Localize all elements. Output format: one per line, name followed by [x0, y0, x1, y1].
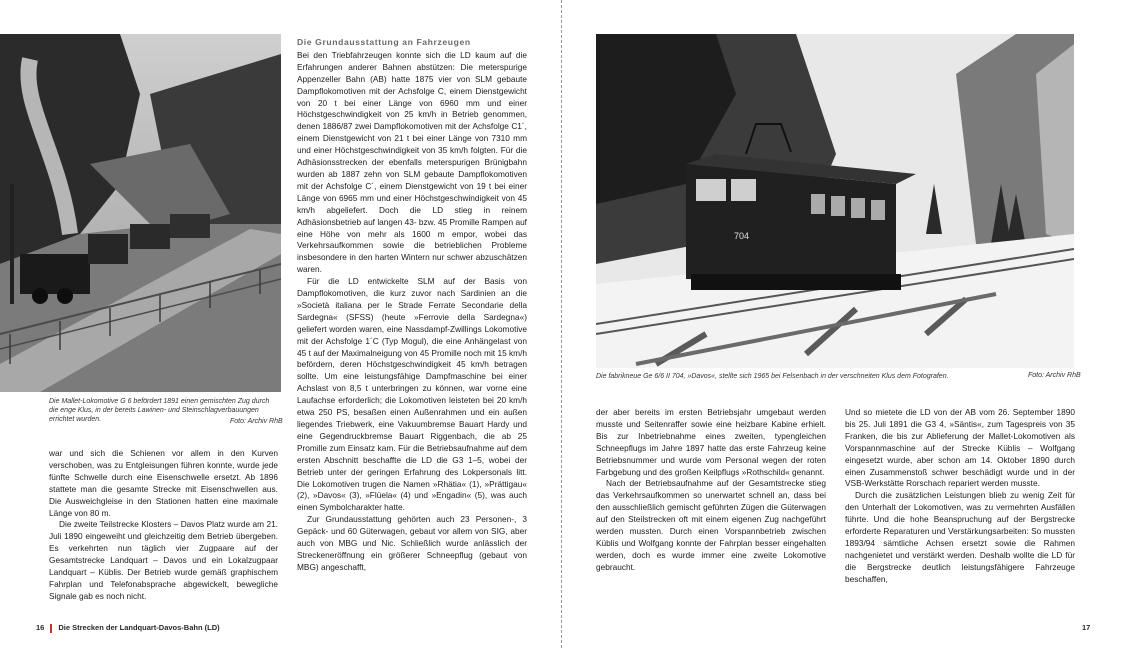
- running-title: Die Strecken der Landquart-Davos-Bahn (LD): [58, 623, 220, 632]
- accent-bar: [50, 624, 52, 633]
- paragraph: Nach der Betriebsaufnahme auf der Gesamtstrecke stieg das Verkehrsaufkommen so unerwartet schnell an, dass bei den ausschließlich gemischt geführten Zügen die Güterwagen auf den Steilstrecken oft mit einem eigenen Zug nachgeführt werden mussten. Durch einen Vorspannbetrieb zwischen Küblis und Wolfgang konnte der Fahrplan besser eingehalten werden, doch es wurde immer eine zweite Lokomotive gebraucht.: [596, 478, 826, 572]
- right-footer: [1082, 623, 1090, 632]
- left-column-1: [49, 448, 278, 603]
- right-photo-caption: [596, 372, 976, 381]
- left-footer: [36, 623, 220, 633]
- section-heading: Die Grundausstattung an Fahrzeugen: [297, 37, 471, 47]
- page-number: 16: [36, 623, 45, 632]
- paragraph: Durch die zusätzlichen Leistungen blieb zu wenig Zeit für den Unterhalt der Lokomotiven, was zu vermehrten Ausfällen führte. Und die hohe Beanspruchung auf der Bergstrecke erforderte Reparaturen und Verstärkungsarbeiten: So mussten 1893/94 sämtliche Achsen ersetzt sowie die Rahmen nachgenietet und verstärkt werden. Deshalb wollte die LD für die Bergstrecke deutlich leistungsfähigere Fahrzeuge beschaffen,: [845, 490, 1075, 584]
- right-column-1: [596, 407, 826, 574]
- loco-number-text: 704: [734, 231, 750, 241]
- right-page: [563, 0, 1124, 648]
- right-column-2: [845, 407, 1075, 586]
- paragraph: Und so mietete die LD von der AB vom 26. September 1890 bis 25. Juli 1891 die G3 4, »Säntis«, zum Tagespreis von 35 Franken, die bis zur Ablieferung der Mallet-Lokomotiven als Vorspannmaschine auf der Strecke Küblis – Wolfgang eingesetzt wurde, aber schon am 14. Oktober 1890 durch einen Zusammenstoß schwer beschädigt wurde und in der VSB-Werkstätte Rorschach repariert werden musste.: [845, 407, 1075, 489]
- paragraph: Für die LD entwickelte SLM auf der Basis von Dampflokomotiven, die kurz zuvor nach Sardinien an die »Società italiana per le Strade Ferrate Secondarie della Sardegna« (SFSS) (heute »Ferrovie della Sardegna«) geliefert worden waren, eine Nassdampf-Zwillings Lokomotive mit der Achsfolge 1´C (Typ Mogul), die eine Anhängelast von 45 t auf der Maximalneigung von 45 Promille noch mit 15 km/h befördern, deren Höchstgeschwindigkeit 45 km/h betragen sollte. Um eine leistungsfähige Dampfmaschine bei einer Achslast von 8,5 t unterbringen zu können, war vorne eine Laufachse erforderlich; die Lokomotiven leisteten bei 20 km/h etwa 250 PS, besaßen einen Außenrahmen und ein außen liegendes Triebwerk, eine Vakuumbremse Bauart Hardy und eine Gegendruckbremse Bauart Riggenbach, die ab 25 Promille zum Einsatz kam. Für die Betriebsaufnahme auf dem ersten Abschnitt beschaffte die LD die G3 1–5, wobei der Betrieb unter der geringen Erfahrung des Lokpersonals litt. Die Lokomotiven trugen die Namen »Rhätia« (1), »Prättigau« (2), »Davos« (3), »Flüela« (4) und »Engadin« (5), was auch einen Symbolcharakter hatte.: [297, 276, 527, 513]
- left-photo-credit: Foto: Archiv RhB: [230, 418, 283, 425]
- left-photo-caption-text: Die Mallet-Lokomotive G 6 befördert 1891 einen gemischten Zug durch die enge Klus, in der bereits Lawinen- und Steinschlagverbauungen errichtet wurden.: [49, 398, 270, 423]
- paragraph: war und sich die Schienen vor allem in den Kurven verschoben, was zu Entgleisungen führen konnte, wurde jede fünfte Schwelle durch eine Eisenschwelle ersetzt. Ab 1896 stattete man die gesamte Strecke mit Eisenschwellen aus. Die Ausweichgleise in den Stationen hatten eine maximale Länge von 80 m.: [49, 448, 278, 518]
- paragraph: Die zweite Teilstrecke Klosters – Davos Platz wurde am 21. Juli 1890 eingeweiht und gleichzeitig dem Betrieb übergeben. Es verkehrten nun täglich vier Zugpaare auf der Gesamtstrecke Landquart – Davos und ein Lokalzugpaar Landquart – Küblis. Der Betrieb wurde gemäß graphischem Fahrplan und Telefonabsprache abgewickelt, bewegliche Signale gab es noch nicht.: [49, 519, 278, 601]
- mallet-locomotive-photo: [0, 34, 281, 392]
- page-spine: [561, 0, 562, 648]
- page-number: 17: [1082, 623, 1091, 632]
- paragraph: Bei den Triebfahrzeugen konnte sich die LD kaum auf die Erfahrungen anderer Bahnen abstützen: Die meterspurige Appenzeller Bahn (AB) hatte 1875 vier von SLM gebaute Dampflokomotiven mit der Achsfolge C, einem Dienstgewicht von 20 t bei einer Länge von 6960 mm und einer Höchstgeschwindigkeit von 25 km/h in Betrieb genommen, denen 1886/87 zwei Dampflokomotiven mit der Achsfolge C1´, einem Dienstgewicht von 21 t bei einer Länge von 7310 mm und einer Höchstgeschwindigkeit von 35 km/h folgten. Für die Adhäsionsstrecken der ebenfalls meterspurigen Brünigbahn wurden ab 1887 zehn von SLM gebaute Dampflokomotiven mit der Achsfolge C´, einem Dienstgewicht von 19 t bei einer Länge von 6965 mm und einer Höchstgeschwindigkeit von 45 km/h abgeliefert. Doch die LD stieg in reinem Adhäsionsbetrieb auf langen 43- bzw. 45 Promille Rampen auf eine Höhe von mehr als 1600 m empor, wobei das Verkehrsaufkommen sowie die betrieblichen Probleme insbesondere in den harten Wintern nur schwer abzuschätzen waren.: [297, 49, 527, 275]
- paragraph: der aber bereits im ersten Betriebsjahr umgebaut werden musste und Seitenraffer sowie eine heizbare Kabine erhielt. Bis zur Inbetriebnahme eines zweiten, typengleichen Schneepflugs im Jahre 1897 hatte das erste Fahrzeug keine Betriebsnummer und wurde vom Personal wegen der roten Farbgebung und des großen Keilpflugs »Rothschild« genannt.: [596, 407, 826, 477]
- right-photo-caption-text: Die fabrikneue Ge 6/6 II 704, »Davos«, stellte sich 1965 bei Felsenbach in der verschneiten Klus dem Fotografen.: [596, 373, 949, 380]
- electric-locomotive-photo: [596, 34, 1074, 368]
- paragraph: Zur Grundausstattung gehörten auch 23 Personen-, 3 Gepäck- und 60 Güterwagen, gebaut vor allem von SIG, aber auch von MBG und Nic. Schließlich wurde anlässlich der Streckeneröffnung ein größerer Schneepflug (gebaut von MBG) angeschafft,: [297, 514, 527, 572]
- gorge-train-illustration: [0, 34, 281, 392]
- right-photo-credit: Foto: Archiv RhB: [1028, 372, 1081, 379]
- left-column-2: [297, 37, 527, 574]
- snowy-train-illustration: [596, 34, 1074, 368]
